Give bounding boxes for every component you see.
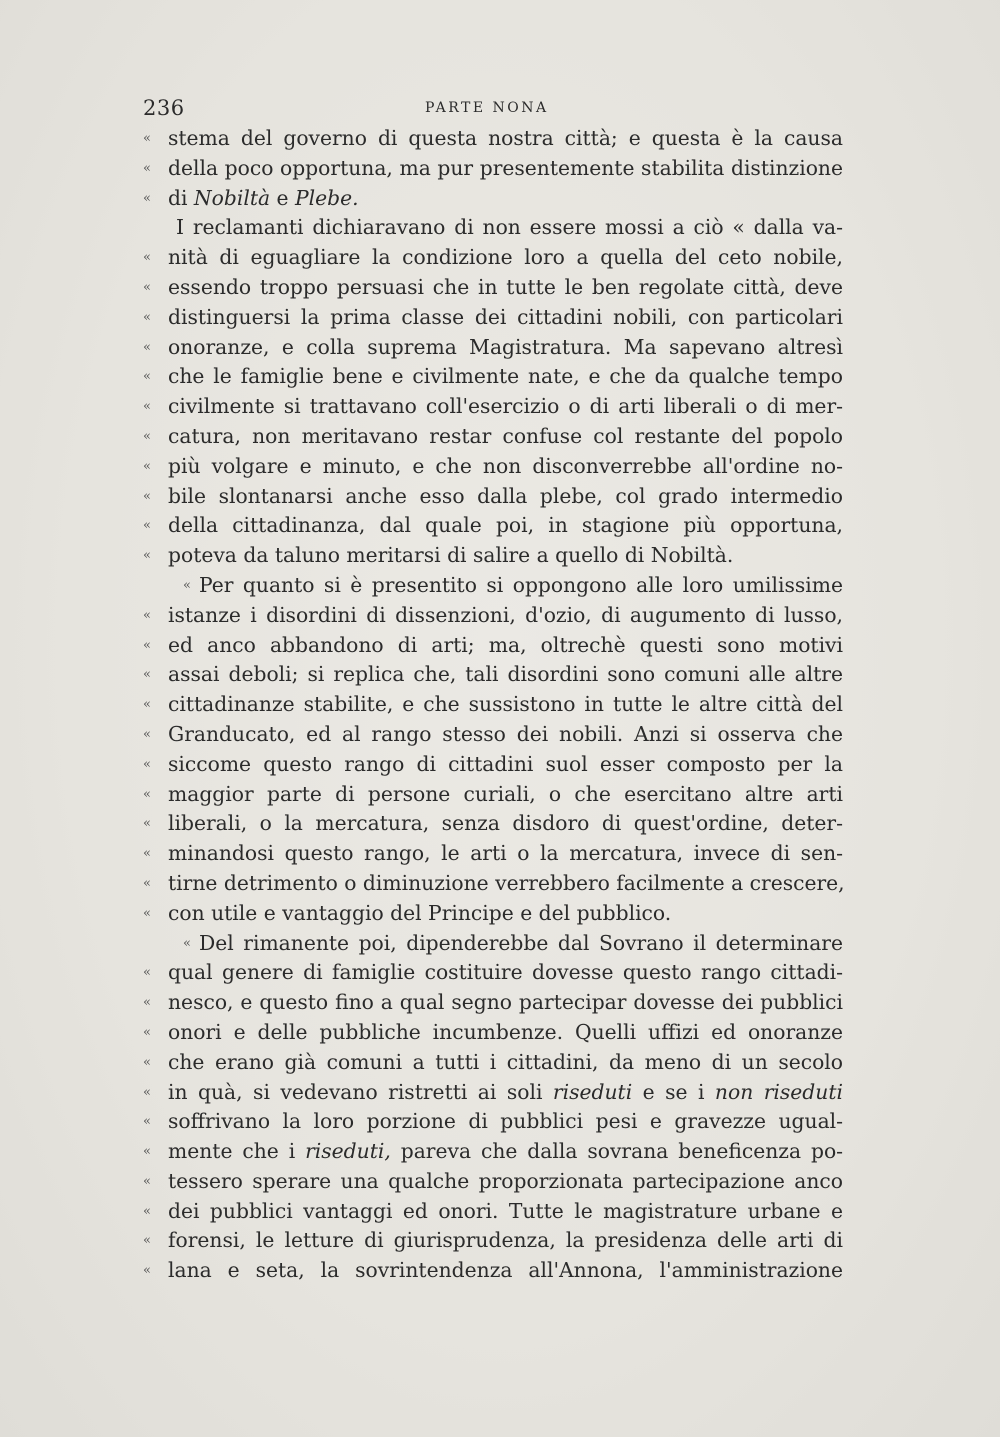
line-text (168, 1256, 843, 1286)
text-run: Granducato, ed al rango stesso dei nobili. Anzi si osserva che (168, 721, 843, 746)
text-line (143, 601, 843, 631)
text-line (143, 243, 843, 273)
line-text (168, 392, 843, 422)
text-run: e se i (632, 1079, 715, 1104)
text-line (143, 839, 843, 869)
text-run: civilmente si trattavano coll'esercizio o di arti liberali o di mer- (168, 394, 843, 419)
line-text (168, 333, 843, 363)
text-line (143, 1048, 843, 1078)
line-text (168, 631, 843, 661)
text-run: che erano già comuni a tutti i cittadini, da meno di un secolo (168, 1049, 843, 1074)
text-line (143, 780, 843, 810)
running-head: PARTE NONA (425, 100, 549, 116)
quote-mark: « (143, 339, 151, 355)
text-run: mente che i (168, 1139, 306, 1164)
text-run: della cittadinanza, dal quale poi, in stagione più opportuna, (168, 513, 843, 538)
line-text (168, 362, 843, 392)
page-number: 236 (143, 96, 185, 120)
text-run: I reclamanti dichiaravano di non essere mossi a ciò « dalla va- (176, 215, 843, 240)
quote-mark: « (143, 875, 151, 891)
quote-mark: « (143, 995, 151, 1011)
text-run: che le famiglie bene e civilmente nate, e che da qualche tempo (168, 364, 843, 389)
text-line (143, 482, 843, 512)
line-text (168, 1078, 843, 1108)
text-run: in quà, si vedevano ristretti ai soli (168, 1079, 553, 1104)
text-run: distinguersi la prima classe dei cittadini nobili, con particolari (168, 304, 843, 329)
text-line (143, 720, 843, 750)
quote-mark: « (143, 488, 151, 504)
line-text (168, 899, 843, 929)
quote-mark: « (143, 518, 151, 534)
text-run: Del rimanente poi, dipenderebbe dal Sovrano il determinare (199, 930, 843, 955)
line-text (168, 839, 843, 869)
line-text (199, 929, 843, 959)
line-text (168, 869, 843, 899)
text-line (143, 690, 843, 720)
text-run: più volgare e minuto, e che non disconverrebbe all'ordine no- (168, 453, 843, 478)
quote-mark: « (143, 1144, 151, 1160)
quote-mark: « (143, 399, 151, 415)
text-run: stema del governo di questa nostra città; e questa è la causa (168, 126, 843, 150)
text-run: qual genere di famiglie costituire dovesse questo rango cittadi- (168, 960, 843, 985)
quote-mark: « (143, 1263, 151, 1279)
text-run: bile slontanarsi anche esso dalla plebe, col grado intermedio (168, 483, 843, 508)
line-text (168, 1167, 843, 1197)
text-run: essendo troppo persuasi che in tutte le ben regolate città, deve (168, 274, 843, 299)
text-run: minandosi questo rango, le arti o la mercatura, invece di sen- (168, 841, 843, 866)
text-run: e (270, 185, 295, 210)
line-text (168, 750, 843, 780)
quote-mark: « (143, 309, 151, 325)
text-line (143, 1107, 843, 1137)
text-run: lana e seta, la sovrintendenza all'Annona, l'amministrazione (168, 1258, 843, 1283)
quote-mark: « (143, 1054, 151, 1070)
line-text (168, 154, 843, 184)
quote-mark: « (183, 577, 191, 593)
text-line (143, 1078, 843, 1108)
text-line (143, 1018, 843, 1048)
line-text (168, 1107, 843, 1137)
text-run: tirne detrimento o diminuzione verrebbero facilmente a crescere, (168, 870, 845, 895)
line-text (168, 1018, 843, 1048)
text-run: dei pubblici vantaggi ed onori. Tutte le magistrature urbane e (168, 1198, 843, 1223)
italic-text: Nobiltà (193, 185, 271, 210)
italic-text: Plebe. (294, 185, 359, 210)
italic-text: riseduti (552, 1079, 633, 1104)
text-run: nità di eguagliare la condizione loro a quella del ceto nobile, (168, 245, 843, 270)
text-run: pareva che dalla sovrana beneficenza po- (390, 1139, 844, 1164)
italic-text: non riseduti (714, 1079, 843, 1104)
quote-mark: « (143, 637, 151, 653)
line-text (168, 1226, 843, 1256)
quote-mark: « (143, 1173, 151, 1189)
line-text (168, 809, 843, 839)
text-run: onoranze, e colla suprema Magistratura. Ma sapevano altresì (168, 334, 843, 359)
text-line (143, 333, 843, 363)
text-run: liberali, o la mercatura, senza disdoro di quest'ordine, deter- (168, 811, 843, 836)
text-run: tessero sperare una qualche proporzionata partecipazione anco (168, 1168, 843, 1193)
line-text (168, 1197, 843, 1227)
line-text (168, 482, 843, 512)
line-text (168, 184, 843, 214)
text-line (143, 392, 843, 422)
italic-text: riseduti, (305, 1139, 391, 1164)
text-run: catura, non meritavano restar confuse col restante del popolo (168, 423, 843, 448)
quote-mark: « (143, 279, 151, 295)
quote-mark: « (143, 726, 151, 742)
text-line (143, 1256, 843, 1286)
text-line (143, 929, 843, 959)
quote-mark: « (143, 131, 151, 146)
quote-mark: « (143, 1084, 151, 1100)
line-text (168, 780, 843, 810)
line-text (168, 273, 843, 303)
line-text (168, 720, 843, 750)
text-line (143, 1167, 843, 1197)
quote-mark: « (143, 1024, 151, 1040)
text-line (143, 1137, 843, 1167)
text-line (143, 213, 843, 243)
quote-mark: « (143, 816, 151, 832)
line-text (168, 243, 843, 273)
line-text (168, 601, 843, 631)
quote-mark: « (183, 935, 191, 951)
quote-mark: « (143, 250, 151, 266)
quote-mark: « (143, 1203, 151, 1219)
line-text (168, 303, 843, 333)
text-line (143, 124, 843, 154)
text-line (143, 541, 843, 571)
text-run: cittadinanze stabilite, e che sussistono in tutte le altre città del (168, 692, 843, 717)
line-text (168, 1048, 843, 1078)
text-line (143, 571, 843, 601)
quote-mark: « (143, 1114, 151, 1130)
body-text (143, 124, 843, 1286)
line-text (168, 988, 843, 1018)
text-run: onori e delle pubbliche incumbenze. Quelli uffizi ed onoranze (168, 1019, 843, 1044)
text-run: Per quanto si è presentito si oppongono alle loro umilissime (199, 572, 843, 597)
quote-mark: « (143, 786, 151, 802)
line-text (168, 511, 843, 541)
quote-mark: « (143, 369, 151, 385)
text-run: siccome questo rango di cittadini suol esser composto per la (168, 751, 843, 776)
line-text (168, 660, 843, 690)
text-line (143, 362, 843, 392)
text-line (143, 273, 843, 303)
text-line (143, 303, 843, 333)
line-text (168, 958, 843, 988)
text-line (143, 869, 843, 899)
quote-mark: « (143, 905, 151, 921)
text-run: ed anco abbandono di arti; ma, oltrechè questi sono motivi (168, 632, 843, 657)
quote-mark: « (143, 548, 151, 564)
quote-mark: « (143, 697, 151, 713)
line-text (168, 690, 843, 720)
quote-mark: « (143, 190, 151, 206)
line-text (168, 541, 843, 571)
text-line (143, 154, 843, 184)
text-line (143, 809, 843, 839)
quote-mark: « (143, 1233, 151, 1249)
quote-mark: « (143, 458, 151, 474)
text-line (143, 422, 843, 452)
text-run: della poco opportuna, ma pur presentemente stabilita distinzione (168, 155, 843, 180)
quote-mark: « (143, 160, 151, 176)
line-text (176, 213, 843, 243)
text-line (143, 511, 843, 541)
text-line (143, 1197, 843, 1227)
text-line (143, 988, 843, 1018)
text-run: soffrivano la loro porzione di pubblici pesi e gravezze ugual- (168, 1109, 843, 1134)
quote-mark: « (143, 846, 151, 862)
text-run: di (168, 185, 194, 210)
text-line (143, 452, 843, 482)
quote-mark: « (143, 428, 151, 444)
line-text (168, 124, 843, 154)
text-run: nesco, e questo fino a qual segno partecipar dovesse dei pubblici (168, 990, 843, 1015)
text-line (143, 184, 843, 214)
quote-mark: « (143, 667, 151, 683)
text-line (143, 631, 843, 661)
text-run: poteva da taluno meritarsi di salire a quello di Nobiltà. (168, 543, 734, 568)
text-line (143, 1226, 843, 1256)
text-run: forensi, le letture di giurisprudenza, la presidenza delle arti di (168, 1228, 843, 1253)
text-line (143, 750, 843, 780)
line-text (168, 422, 843, 452)
text-line (143, 660, 843, 690)
line-text (168, 1137, 843, 1167)
quote-mark: « (143, 756, 151, 772)
text-line (143, 899, 843, 929)
text-run: istanze i disordini di dissenzioni, d'ozio, di augumento di lusso, (168, 602, 843, 627)
line-text (168, 452, 843, 482)
quote-mark: « (143, 965, 151, 981)
text-run: assai deboli; si replica che, tali disordini sono comuni alle altre (168, 662, 843, 687)
text-run: maggior parte di persone curiali, o che esercitano altre arti (168, 781, 843, 806)
page-header (143, 96, 843, 126)
text-line (143, 958, 843, 988)
line-text (199, 571, 843, 601)
text-run: con utile e vantaggio del Principe e del pubblico. (168, 900, 672, 925)
quote-mark: « (143, 607, 151, 623)
